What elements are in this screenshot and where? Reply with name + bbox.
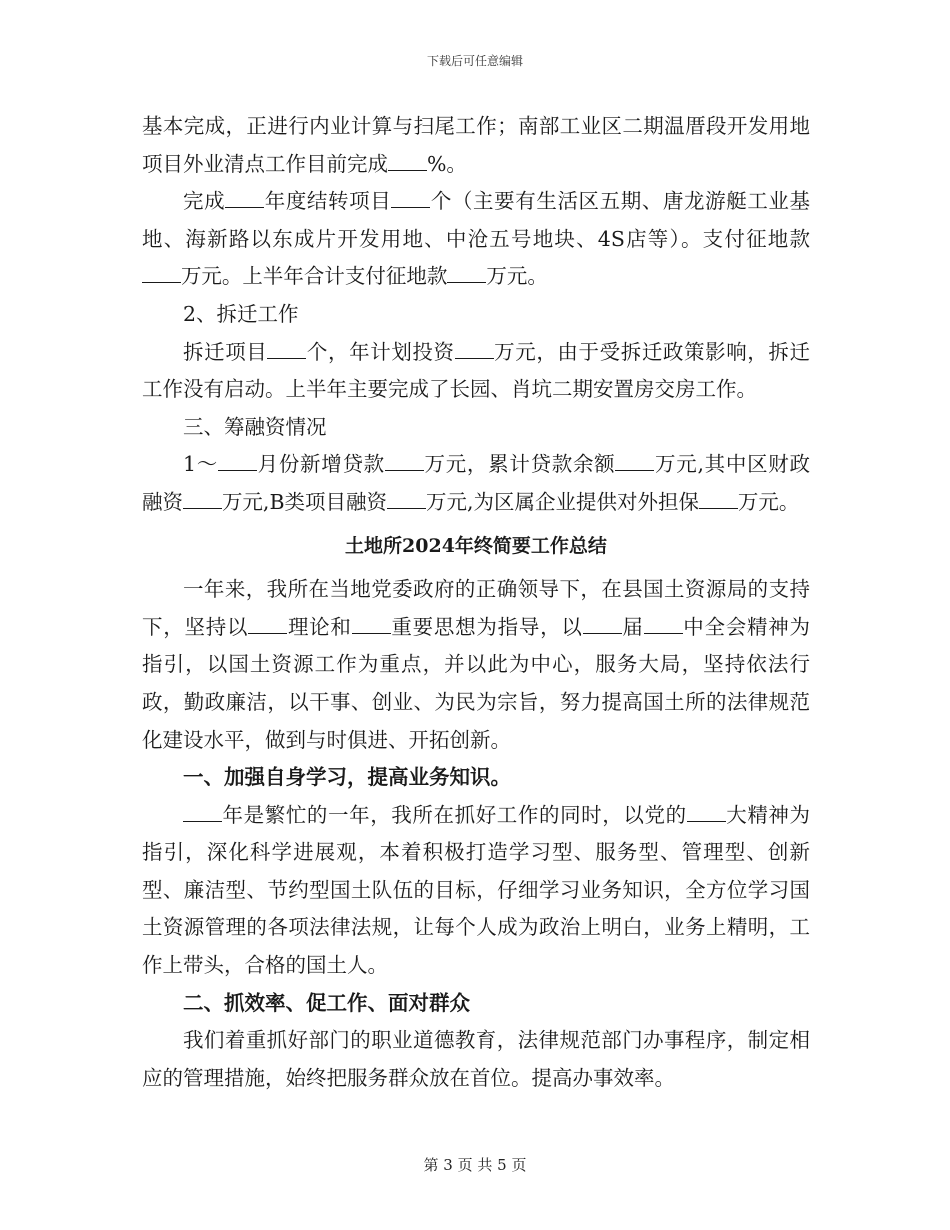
paragraph-study: 年是繁忙的一年，我所在抓好工作的同时，以党的 大精神为指引，深化科学进展观，本着积极打造学习型、服务型、管理型、创新型、廉洁型、节约型国土队伍的目标，仔细学习业务知识，全方位学习国土资源管理的各项法律法规，让每个人成为政治上明白，业务上精明，工作上带头，合格的国土人。 <box>142 802 811 978</box>
blank-field <box>447 263 486 283</box>
paragraph-demolition: 拆迁项目 个，年计划投资 万元，由于受拆迁政策影响，拆迁工作没有启动。上半年主要完成了长园、肖坑二期安置房交房工作。 <box>142 339 811 402</box>
blank-field <box>387 488 426 508</box>
subheading-financing: 三、筹融资情况 <box>183 414 327 439</box>
blank-field <box>267 338 306 358</box>
blank-field <box>385 451 424 471</box>
blank-field <box>183 488 222 508</box>
blank-field <box>644 613 683 633</box>
article-title: 土地所2024年终简要工作总结 <box>345 534 607 557</box>
paragraph-carryover-projects: 完成 年度结转项目 个（主要有生活区五期、唐龙游艇工业基地、海新路以东成片开发用地、中沧五号地块、4S店等）。支付征地款万元。上半年合计支付征地款 万元。 <box>142 189 811 289</box>
blank-field <box>687 801 726 821</box>
blank-field <box>583 613 622 633</box>
paragraph-financing: 1～ 月份新增贷款 万元，累计贷款余额 万元,其中区财政融资 万元,B类项目融资 万元,为区属企业提供对外担保 万元。 <box>142 452 811 514</box>
section-heading-study: 一、加强自身学习，提高业务知识。 <box>183 765 511 790</box>
blank-field <box>183 801 222 821</box>
paragraph-intro: 一年来，我所在当地党委政府的正确领导下，在县国土资源局的支持下，坚持以 理论和 重要思想为指导，以 届 中全会精神为指引，以国土资源工作为重点，并以此为中心，服务大局，坚持依法行政，勤政廉洁，以干事、创业、为民为宗旨，努力提高国土所的法律规范化建设水平，做到与时俱进、开拓创新。 <box>142 577 810 752</box>
paragraph-efficiency: 我们着重抓好部门的职业道德教育，法律规范部门办事程序，制定相应的管理措施，始终把服务群众放在首位。提高办事效率。 <box>142 1028 810 1090</box>
blank-field <box>248 613 287 633</box>
blank-field <box>391 188 430 208</box>
blank-field <box>142 263 181 283</box>
document-body <box>142 108 810 1097</box>
blank-field <box>218 451 257 471</box>
blank-field <box>455 338 494 358</box>
blank-field <box>699 488 738 508</box>
subheading-demolition: 2、拆迁工作 <box>183 301 299 326</box>
blank-field <box>225 188 264 208</box>
paragraph-land-survey: 基本完成，正进行内业计算与扫尾工作；南部工业区二期温厝段开发用地项目外业清点工作目前完成 %。 <box>142 114 810 176</box>
blank-field <box>352 613 391 633</box>
page-number: 第 3 页 共 5 页 <box>423 1156 527 1174</box>
section-heading-efficiency: 二、抓效率、促工作、面对群众 <box>183 990 470 1015</box>
header-note: 下载后可任意编辑 <box>426 54 523 68</box>
blank-field <box>615 451 654 471</box>
blank-field <box>388 150 427 170</box>
